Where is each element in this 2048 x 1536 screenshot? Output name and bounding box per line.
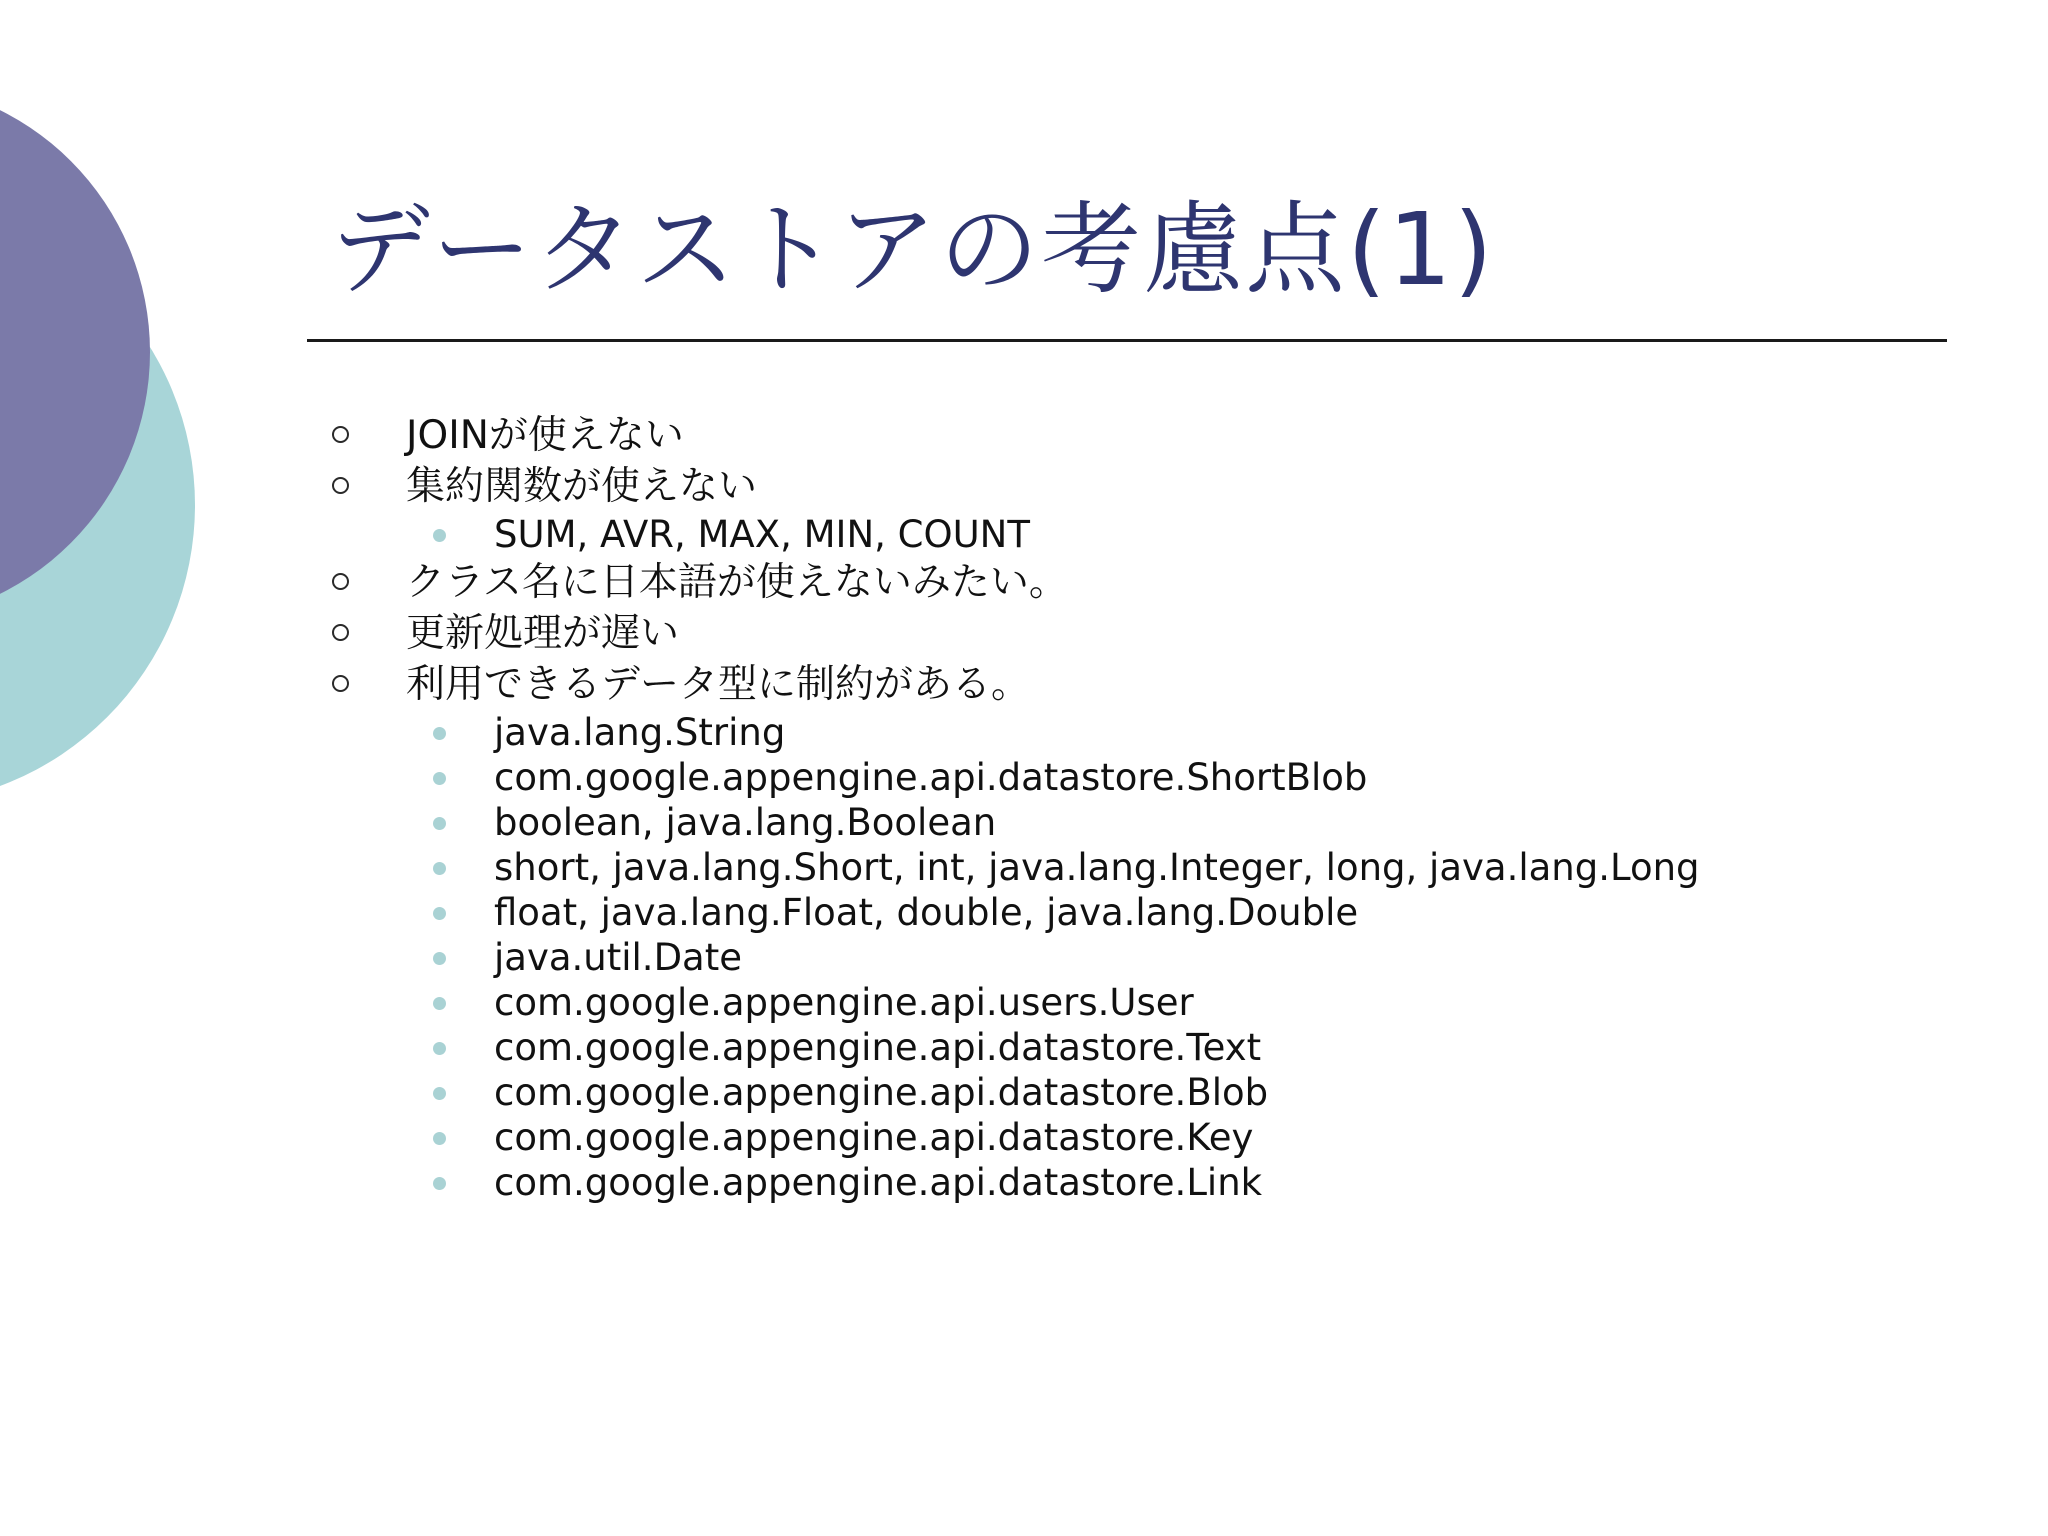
bullet-text: 更新処理が遅い [406, 611, 680, 656]
bullet-item [320, 461, 2020, 512]
hollow-circle-bullet-icon [332, 675, 349, 692]
bullet-text: 利用できるデータ型に制約がある。 [406, 662, 1031, 707]
bullet-text: com.google.appengine.api.users.User [494, 981, 1194, 1024]
bullet-text: java.util.Date [494, 936, 742, 979]
bullet-text: short, java.lang.Short, int, java.lang.Integer, long, java.lang.Long [494, 846, 1700, 889]
bullet-item [320, 557, 2020, 608]
bullet-text: 集約関数が使えない [406, 464, 758, 509]
dot-bullet-icon [433, 817, 446, 830]
bullet-text: com.google.appengine.api.datastore.Blob [494, 1071, 1269, 1114]
dot-bullet-icon [433, 1042, 446, 1055]
title-divider [307, 339, 1947, 342]
slide-title: データストアの考慮点(1) [330, 191, 1495, 308]
sub-bullet-item [320, 800, 2020, 845]
dot-bullet-icon [433, 1177, 446, 1190]
hollow-circle-bullet-icon [332, 477, 349, 494]
dot-bullet-icon [433, 529, 446, 542]
sub-bullet-item [320, 935, 2020, 980]
dot-bullet-icon [433, 1087, 446, 1100]
hollow-circle-bullet-icon [332, 426, 349, 443]
sub-bullet-item [320, 1025, 2020, 1070]
sub-bullet-item [320, 1070, 2020, 1115]
hollow-circle-bullet-icon [332, 573, 349, 590]
sub-bullet-item [320, 890, 2020, 935]
sub-bullet-item [320, 755, 2020, 800]
sub-bullet-item [320, 1160, 2020, 1205]
bullet-item [320, 410, 2020, 461]
bullet-text: クラス名に日本語が使えないみたい。 [406, 560, 1068, 605]
bullet-text: com.google.appengine.api.datastore.Key [494, 1116, 1254, 1159]
bullet-text: com.google.appengine.api.datastore.Text [494, 1026, 1262, 1069]
bullet-list [320, 410, 2020, 1205]
dot-bullet-icon [433, 772, 446, 785]
dot-bullet-icon [433, 1132, 446, 1145]
bullet-item [320, 659, 2020, 710]
sub-bullet-item [320, 1115, 2020, 1160]
bullet-text: com.google.appengine.api.datastore.ShortBlob [494, 756, 1368, 799]
sub-bullet-item [320, 710, 2020, 755]
bullet-text: com.google.appengine.api.datastore.Link [494, 1161, 1263, 1204]
hollow-circle-bullet-icon [332, 624, 349, 641]
decorative-circles [0, 0, 260, 820]
bullet-text: float, java.lang.Float, double, java.lang.Double [494, 891, 1359, 934]
sub-bullet-item [320, 980, 2020, 1025]
bullet-text: boolean, java.lang.Boolean [494, 801, 997, 844]
sub-bullet-item [320, 845, 2020, 890]
dot-bullet-icon [433, 862, 446, 875]
bullet-item [320, 608, 2020, 659]
bullet-text: SUM, AVR, MAX, MIN, COUNT [494, 513, 1030, 556]
bullet-text: JOINが使えない [406, 413, 684, 458]
dot-bullet-icon [433, 997, 446, 1010]
sub-bullet-item [320, 512, 2020, 557]
dot-bullet-icon [433, 952, 446, 965]
dot-bullet-icon [433, 727, 446, 740]
dot-bullet-icon [433, 907, 446, 920]
bullet-text: java.lang.String [494, 711, 786, 754]
